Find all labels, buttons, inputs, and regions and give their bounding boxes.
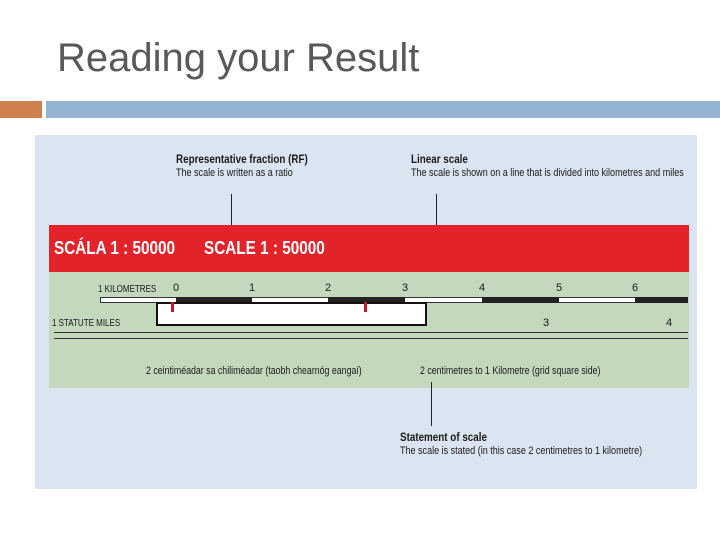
- measurement-overlay: [156, 302, 427, 326]
- km-tick: 3: [401, 282, 409, 294]
- km-tick: 4: [478, 282, 486, 294]
- km-tick: 1: [248, 282, 256, 294]
- miles-scale-line: [54, 332, 688, 333]
- linear-callout: [411, 152, 684, 180]
- mile-tick: 3: [542, 317, 550, 329]
- rf-text: The scale is written as a ratio: [176, 167, 293, 179]
- scale-ratio-band: [49, 225, 689, 272]
- measure-end-marker: [364, 302, 367, 312]
- km-tick: 6: [631, 282, 639, 294]
- km-bar-segment: [635, 297, 688, 303]
- statement-english: 2 centimetres to 1 Kilometre (grid square side): [420, 365, 601, 377]
- linear-text: The scale is shown on a line that is divided into kilometres and miles: [411, 167, 684, 179]
- km-tick: 2: [324, 282, 332, 294]
- statement-pointer: [431, 382, 432, 426]
- statement-irish: 2 ceintiméadar sa chiliméadar (taobh chearnóg eangaí): [146, 365, 362, 377]
- miles-scale-line: [54, 338, 688, 339]
- accent-bar-orange: [0, 101, 42, 118]
- statement-callout: [400, 430, 642, 458]
- km-bar-segment: [482, 297, 559, 303]
- measure-start-marker: [171, 302, 174, 312]
- linear-heading: Linear scale: [411, 152, 468, 166]
- accent-bar-blue: [46, 101, 720, 118]
- km-scale-label: 1 KILOMETRES: [98, 284, 157, 295]
- rf-callout: [176, 152, 308, 180]
- rf-heading: Representative fraction (RF): [176, 152, 308, 166]
- miles-scale-label: 1 STATUTE MILES: [52, 318, 121, 329]
- statement-heading: Statement of scale: [400, 430, 487, 444]
- scale-label-irish: SCÁLA 1 : 50000: [54, 238, 176, 258]
- km-tick: 5: [555, 282, 563, 294]
- km-tick: 0: [172, 282, 180, 294]
- mile-tick: 4: [665, 317, 673, 329]
- scale-label-english: SCALE 1 : 50000: [204, 238, 325, 258]
- statement-text: The scale is stated (in this case 2 centimetres to 1 kilometre): [400, 445, 643, 457]
- slide-title: Reading your Result: [57, 36, 420, 80]
